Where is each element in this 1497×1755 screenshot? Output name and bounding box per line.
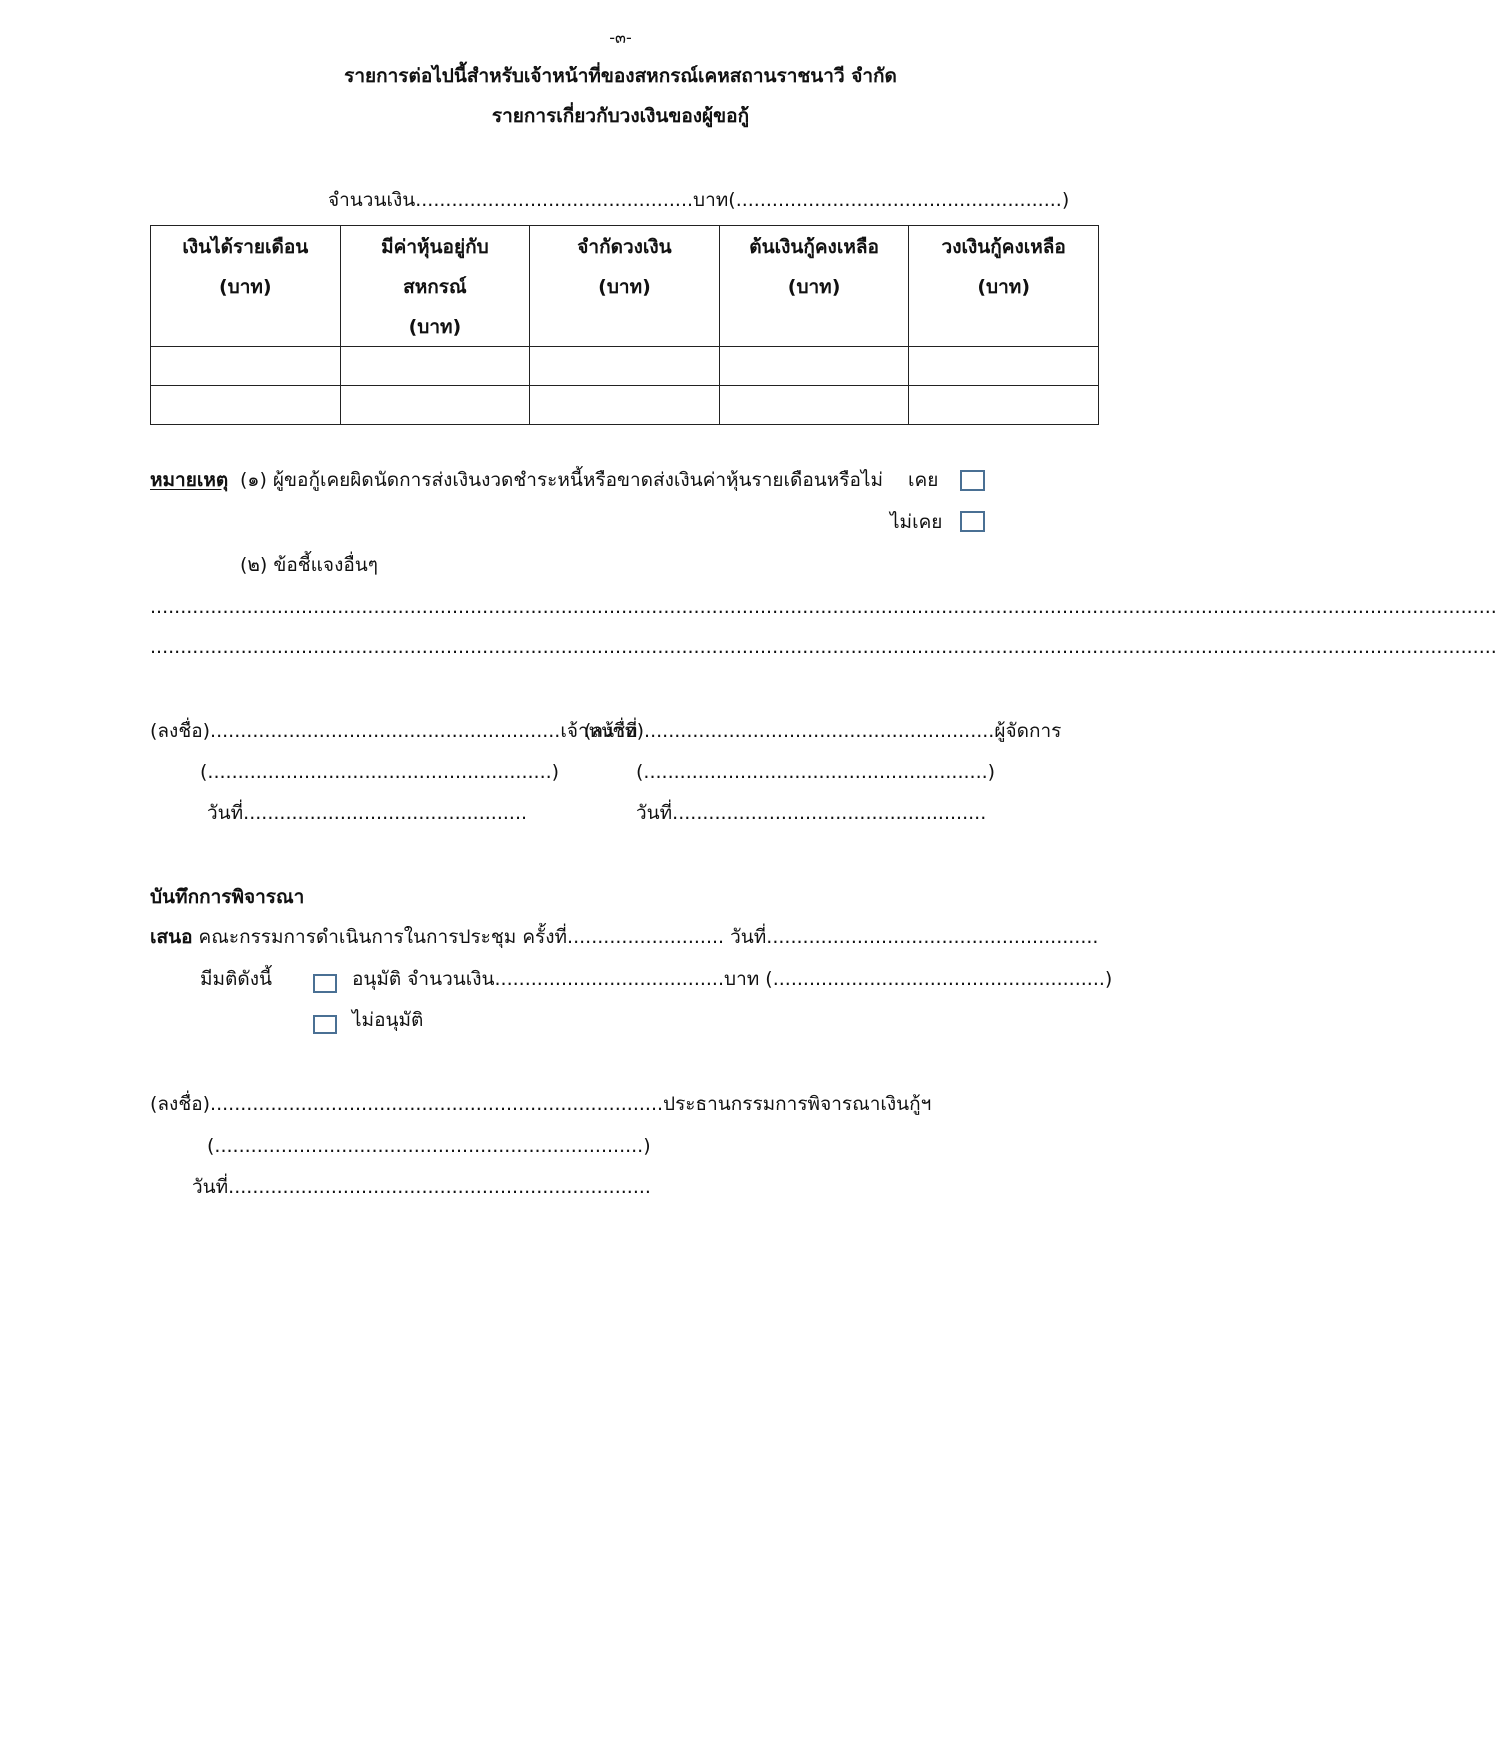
page-number: -๓- xyxy=(609,28,632,47)
table-cell[interactable] xyxy=(909,347,1099,386)
column-header: มีค่าหุ้นอยู่กับ สหกรณ์ (บาท) xyxy=(340,226,530,347)
remarks-item-2: (๒) ข้อชี้แจงอื่นๆ xyxy=(240,554,378,576)
officer-name-line[interactable]: (.........................................................) xyxy=(200,761,560,783)
table-row xyxy=(151,386,1099,425)
table-cell[interactable] xyxy=(340,386,530,425)
reject-text: ไม่อนุมัติ xyxy=(352,1009,424,1031)
propose-label: เสนอ xyxy=(150,926,193,948)
table-header-row xyxy=(151,226,1099,347)
explanation-line-1[interactable]: ............................................................................................................................................................................................................................... xyxy=(150,596,1497,618)
table-cell[interactable] xyxy=(719,386,909,425)
officer-date-line[interactable]: วันที่............................................... xyxy=(207,802,528,824)
chairman-date-line[interactable]: วันที่...................................................................... xyxy=(192,1176,651,1198)
form-subtitle: รายการเกี่ยวกับวงเงินของผู้ขอกู้ xyxy=(491,105,750,127)
table-row xyxy=(151,347,1099,386)
option-no-checkbox[interactable] xyxy=(960,511,985,532)
form-title: รายการต่อไปนี้สำหรับเจ้าหน้าที่ของสหกรณ์เคหสถานราชนาวี จำกัด xyxy=(344,65,897,87)
table-cell[interactable] xyxy=(530,347,720,386)
resolution-label: มีมติดังนี้ xyxy=(200,968,272,990)
chairman-signature-line[interactable]: (ลงชื่อ)...........................................................................ประธานกรรมการพิจารณาเงินกู้ฯ xyxy=(150,1093,932,1115)
chairman-name-line[interactable]: (.......................................................................) xyxy=(207,1135,651,1157)
manager-signature-line[interactable]: (ลงชื่อ)..........................................................ผู้จัดการ xyxy=(584,720,1062,742)
option-no-label: ไม่เคย xyxy=(890,511,943,533)
approve-checkbox[interactable] xyxy=(313,974,337,993)
table-cell[interactable] xyxy=(719,347,909,386)
table-cell[interactable] xyxy=(530,386,720,425)
option-yes-label: เคย xyxy=(908,469,939,491)
amount-line: จำนวนเงิน..............................................บาท(......................................................) xyxy=(328,189,1070,211)
remarks-label: หมายเหตุ xyxy=(150,469,229,491)
approve-text: อนุมัติ จำนวนเงิน......................................บาท (.......................................................) xyxy=(352,968,1113,990)
remarks-item-1: (๑) ผู้ขอกู้เคยผิดนัดการส่งเงินงวดชำระหนี้หรือขาดส่งเงินค่าหุ้นรายเดือนหรือไม่ xyxy=(240,469,884,491)
propose-text[interactable]: คณะกรรมการดำเนินการในการประชุม ครั้งที่.......................... วันที่....................................................... xyxy=(192,926,1099,948)
explanation-line-2[interactable]: ............................................................................................................................................................................................................................... xyxy=(150,636,1497,658)
consideration-heading: บันทึกการพิจารณา xyxy=(150,886,305,908)
manager-name-line[interactable]: (.........................................................) xyxy=(636,761,996,783)
manager-date-line[interactable]: วันที่.................................................... xyxy=(636,802,987,824)
column-header: ต้นเงินกู้คงเหลือ (บาท) xyxy=(719,226,909,347)
column-header: จำกัดวงเงิน (บาท) xyxy=(530,226,720,347)
amount-table xyxy=(150,225,1099,425)
column-header: วงเงินกู้คงเหลือ (บาท) xyxy=(909,226,1099,347)
table-cell[interactable] xyxy=(340,347,530,386)
reject-checkbox[interactable] xyxy=(313,1015,337,1034)
table-cell[interactable] xyxy=(151,386,341,425)
proposal-line xyxy=(150,928,1098,947)
table-cell[interactable] xyxy=(909,386,1099,425)
option-yes-checkbox[interactable] xyxy=(960,470,985,491)
column-header: เงินได้รายเดือน (บาท) xyxy=(151,226,341,347)
table-cell[interactable] xyxy=(151,347,341,386)
officer-signature-line[interactable]: (ลงชื่อ)..........................................................เจ้าหน้าที่ xyxy=(150,720,638,742)
